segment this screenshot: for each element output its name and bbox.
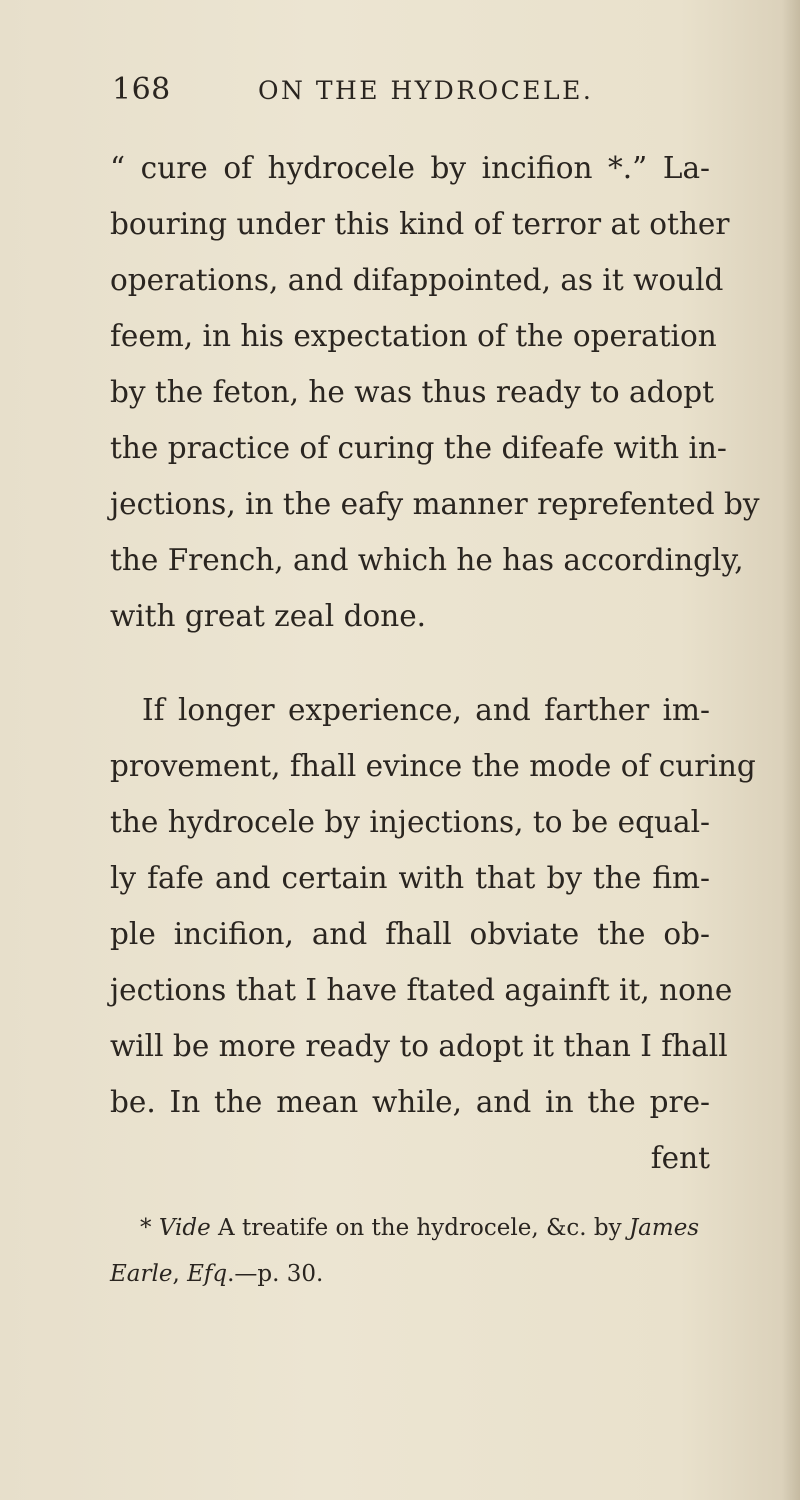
text-line: be. In the mean while, and in the pre-: [110, 1085, 710, 1119]
text-line: jections that I have ftated againft it, none: [110, 973, 733, 1007]
text-line: by the feton, he was thus ready to adopt: [110, 375, 714, 409]
text-line: ple incifion, and fhall obviate the ob-: [110, 917, 710, 951]
text-line: ly fafe and certain with that by the fim-: [110, 861, 710, 895]
footnote-author-first: James: [628, 1215, 700, 1241]
page-header: [112, 72, 672, 116]
text-line: If longer experience, and farther im-: [142, 693, 710, 727]
text-line: jections, in the eafy manner reprefented by: [110, 487, 760, 521]
body-text: [110, 140, 760, 1186]
running-head: ON THE HYDROCELE.: [258, 76, 594, 105]
text-line: operations, and difappointed, as it would: [110, 263, 724, 297]
text-line: the practice of curing the difeafe with in-: [110, 431, 727, 465]
text-line: will be more ready to adopt it than I fhall: [110, 1029, 728, 1063]
catchword: fent: [650, 1141, 710, 1175]
footnote-text: A treatife on the hydrocele, &c. by: [210, 1215, 629, 1241]
page-edge-shadow: [782, 0, 800, 1500]
text-line: provement, fhall evince the mode of curing: [110, 749, 756, 783]
footnote-line-2: [110, 1251, 710, 1297]
footnote-author-last: Earle: [110, 1261, 173, 1287]
footnote-line-1: [110, 1205, 710, 1251]
footnote-esq: Efq: [187, 1261, 228, 1287]
text-line: feem, in his expectation of the operation: [110, 319, 717, 353]
footnote-sep: ,: [172, 1261, 188, 1287]
text-line: the hydrocele by injections, to be equal-: [110, 805, 710, 839]
footnote: [110, 1205, 710, 1297]
text-line: bouring under this kind of terror at other: [110, 207, 730, 241]
footnote-vide: Vide: [158, 1215, 211, 1241]
text-line: with great zeal done.: [110, 599, 427, 633]
text-line: the French, and which he has accordingly,: [110, 543, 744, 577]
footnote-page-ref: .—p. 30.: [227, 1261, 324, 1287]
text-line: “ cure of hydrocele by incifion *.” La-: [110, 151, 710, 185]
footnote-marker: *: [140, 1215, 152, 1241]
paragraph-gap: [110, 644, 710, 682]
page-number: 168: [112, 72, 171, 107]
